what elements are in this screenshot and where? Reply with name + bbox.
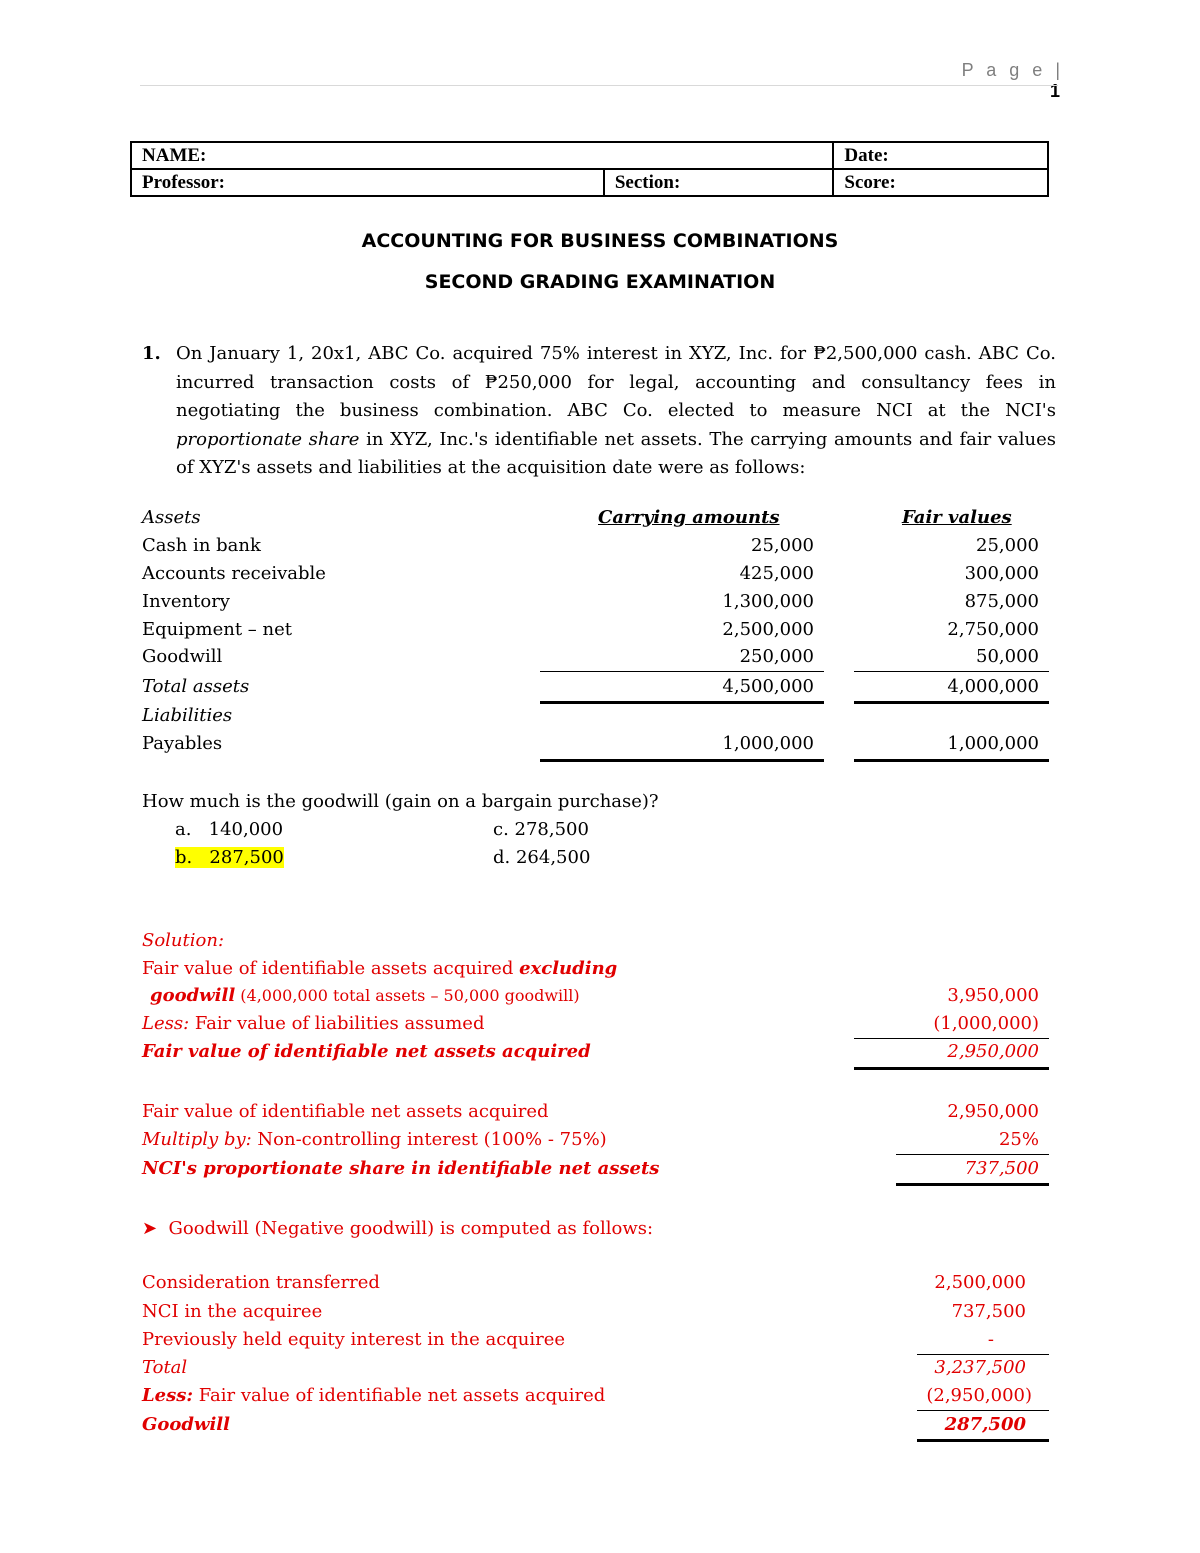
- solution-s3-total-label: Total: [142, 1357, 188, 1378]
- total-assets-fair: 4,000,000: [947, 676, 1039, 697]
- name-cell[interactable]: [131, 142, 833, 169]
- s3-subtotal-rule: [917, 1354, 1049, 1355]
- solution-s3-total-value: 3,237,500: [934, 1357, 1026, 1378]
- header-divider: [140, 85, 1058, 86]
- solution-s3-previously-held: Previously held equity interest in the acquiree: [142, 1329, 566, 1350]
- total-assets-carrying: 4,500,000: [722, 676, 814, 697]
- solution-s3-consideration: Consideration transferred: [142, 1272, 380, 1293]
- name-label: NAME:: [142, 144, 207, 166]
- payables-carrying: 1,000,000: [722, 733, 814, 754]
- total-assets-label: Total assets: [142, 676, 250, 697]
- question-prompt: How much is the goodwill (gain on a bargain purchase)?: [142, 791, 659, 812]
- exam-title: ACCOUNTING FOR BUSINESS COMBINATIONS: [361, 230, 839, 252]
- goodwill-fair: 50,000: [976, 646, 1039, 667]
- solution-s3-nci-value: 737,500: [951, 1301, 1026, 1322]
- page-header: P a g e | 1: [961, 60, 1060, 101]
- solution-s2-line1: Fair value of identifiable net assets acquired: [142, 1101, 549, 1122]
- score-cell[interactable]: [833, 169, 1048, 196]
- choice-b-value: 287,500: [209, 847, 284, 868]
- solution-s3-previously-held-value: -: [987, 1329, 994, 1350]
- solution-s1-less-line: Less: Fair value of liabilities assumed: [142, 1013, 485, 1034]
- professor-cell[interactable]: [131, 169, 604, 196]
- receivable-fair: 300,000: [964, 563, 1039, 584]
- solution-s1-line2: goodwill (4,000,000 total assets – 50,000 goodwill): [150, 985, 580, 1006]
- row-label-receivable: Accounts receivable: [142, 563, 326, 584]
- solution-s2-value2: 25%: [998, 1129, 1039, 1150]
- solution-s1-liabilities-value: (1,000,000): [933, 1013, 1039, 1034]
- s2-total-rule: [896, 1183, 1049, 1186]
- equipment-carrying: 2,500,000: [722, 619, 814, 640]
- solution-s2-line2: Multiply by: Non-controlling interest (100% - 75%): [142, 1129, 607, 1150]
- choice-a-letter: a.: [175, 819, 192, 840]
- inventory-fair: 875,000: [964, 591, 1039, 612]
- page-label: P a g e: [961, 60, 1047, 80]
- solution-s3-less-line: Less: Fair value of identifiable net assets acquired: [142, 1385, 606, 1406]
- payables-fair: 1,000,000: [947, 733, 1039, 754]
- question-1: [142, 340, 1056, 483]
- solution-s2-value1: 2,950,000: [947, 1101, 1039, 1122]
- solution-s1-result-value: 2,950,000: [947, 1041, 1039, 1062]
- subtotal-rule-fair: [854, 671, 1049, 672]
- cash-carrying: 25,000: [751, 535, 814, 556]
- s3-less-rule: [917, 1410, 1049, 1411]
- page-number: 1: [1049, 81, 1060, 101]
- professor-label: Professor:: [142, 171, 226, 193]
- solution-s2-result-label: NCI's proportionate share in identifiable net assets: [142, 1158, 660, 1179]
- goodwill-carrying: 250,000: [739, 646, 814, 667]
- carrying-amounts-header: Carrying amounts: [598, 507, 780, 528]
- row-label-equipment: Equipment – net: [142, 619, 293, 640]
- score-label: Score:: [844, 171, 896, 193]
- date-cell[interactable]: [833, 142, 1048, 169]
- payables-rule-carrying: [540, 759, 824, 762]
- row-label-cash: Cash in bank: [142, 535, 261, 556]
- choice-c[interactable]: c. 278,500: [493, 819, 589, 840]
- solution-goodwill-label: Goodwill: [142, 1414, 230, 1435]
- choice-a[interactable]: [175, 819, 283, 840]
- choice-a-value: 140,000: [208, 819, 284, 840]
- subtotal-rule-carrying: [540, 671, 824, 672]
- row-label-goodwill: Goodwill: [142, 646, 223, 667]
- solution-s1-result-label: Fair value of identifiable net assets acquired: [142, 1041, 591, 1062]
- payables-rule-fair: [854, 759, 1049, 762]
- question-number: 1.: [142, 343, 161, 364]
- solution-s3-consideration-value: 2,500,000: [934, 1272, 1026, 1293]
- payables-label: Payables: [142, 733, 223, 754]
- choice-b-letter: b.: [175, 847, 193, 868]
- solution-goodwill-value: 287,500: [944, 1414, 1026, 1435]
- solution-s3-nci: NCI in the acquiree: [142, 1301, 323, 1322]
- goodwill-total-rule: [917, 1439, 1049, 1442]
- total-rule-carrying: [540, 701, 824, 704]
- student-info-table: [130, 141, 1049, 197]
- cash-fair: 25,000: [976, 535, 1039, 556]
- row-label-inventory: Inventory: [142, 591, 230, 612]
- equipment-fair: 2,750,000: [947, 619, 1039, 640]
- total-rule-fair: [854, 701, 1049, 704]
- s1-total-rule: [854, 1067, 1049, 1070]
- goodwill-bullet: ➤ Goodwill (Negative goodwill) is computed as follows:: [142, 1218, 654, 1239]
- solution-s1-assets-value: 3,950,000: [947, 985, 1039, 1006]
- section-label: Section:: [614, 171, 681, 193]
- choice-b-highlighted[interactable]: [175, 847, 284, 868]
- solution-s2-result-value: 737,500: [964, 1158, 1039, 1179]
- solution-s1-line1: Fair value of identifiable assets acquired excluding: [142, 958, 618, 979]
- s2-subtotal-rule: [896, 1154, 1049, 1155]
- s1-subtotal-rule: [854, 1038, 1049, 1039]
- section-cell[interactable]: [604, 169, 834, 196]
- fair-values-header: Fair values: [902, 507, 1012, 528]
- liabilities-heading: Liabilities: [142, 705, 233, 726]
- choice-d[interactable]: d. 264,500: [493, 847, 591, 868]
- question-text: On January 1, 20x1, ABC Co. acquired 75% interest in XYZ, Inc. for ₱2,500,000 cash. ABC Co. incurred transaction costs of ₱250,000 for legal, accounting and consultancy fees in negotiating the business combination. ABC Co. elected to measure NCI at the NCI's proportionate share in XYZ, Inc.'s identifiable net assets. The carrying amounts and fair values of XYZ's assets and liabilities at the acquisition date were as follows:: [176, 343, 1056, 478]
- solution-s3-less-value: (2,950,000): [926, 1385, 1032, 1406]
- exam-subtitle: SECOND GRADING EXAMINATION: [424, 271, 776, 293]
- date-label: Date:: [844, 144, 889, 166]
- assets-heading: Assets: [142, 507, 201, 528]
- solution-heading: Solution:: [142, 930, 225, 951]
- receivable-carrying: 425,000: [739, 563, 814, 584]
- arrow-bullet-icon: ➤: [142, 1218, 158, 1239]
- inventory-carrying: 1,300,000: [722, 591, 814, 612]
